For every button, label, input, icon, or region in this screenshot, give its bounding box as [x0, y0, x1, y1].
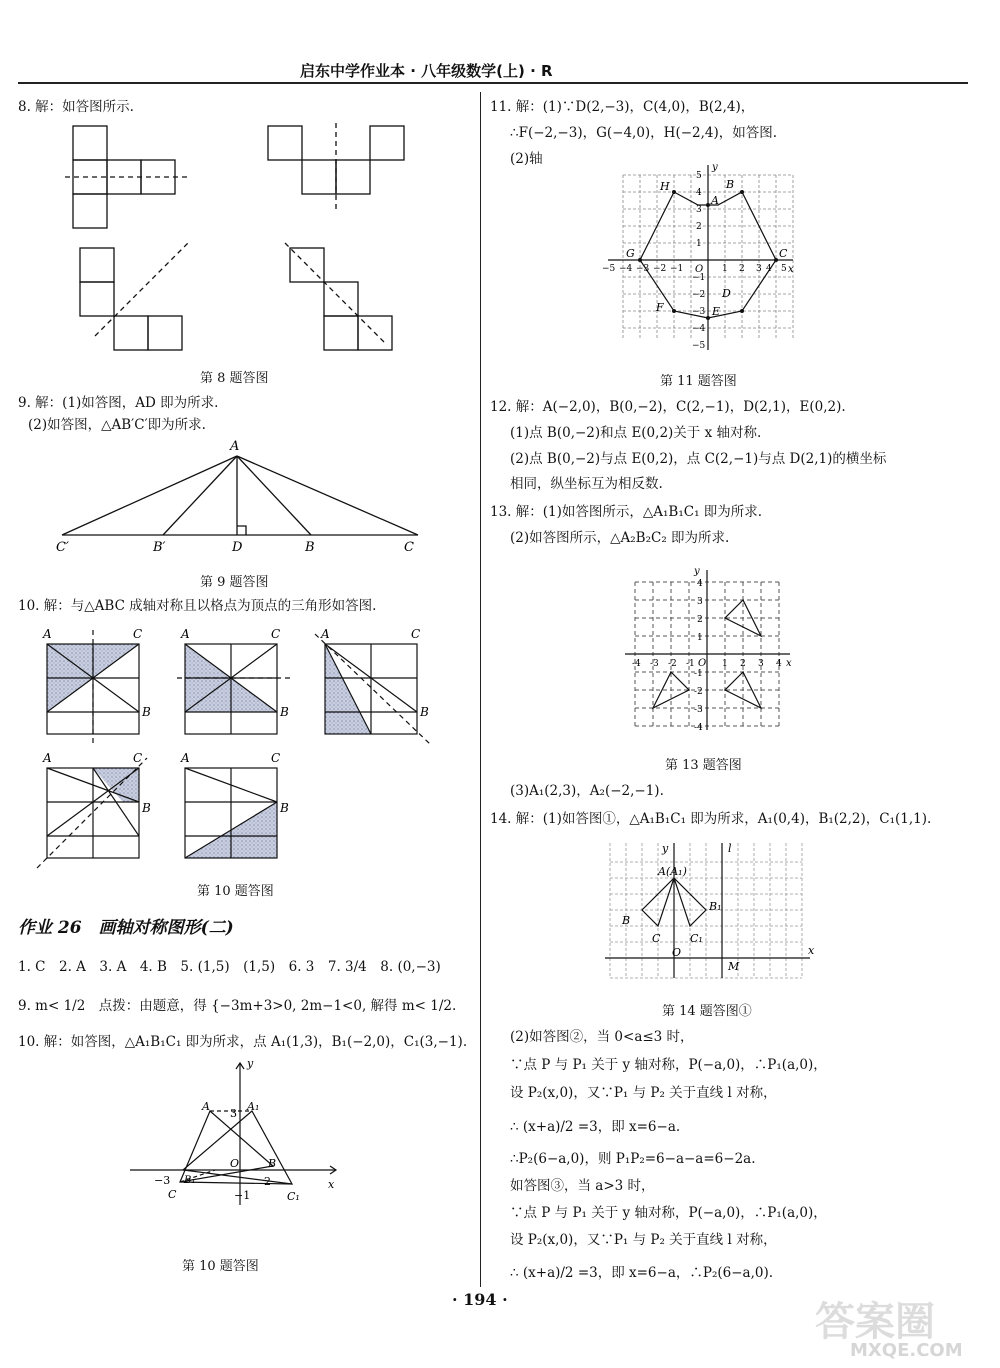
q10-fig3-label-b: B — [420, 705, 429, 719]
q11-ytick: 4 — [696, 188, 702, 198]
q9-label-c: C — [404, 540, 414, 555]
q13-tick: 3 — [758, 659, 764, 669]
q13-tick: -1 — [694, 669, 703, 679]
q14-line8: ∵点 P 与 P₁ 关于 y 轴对称，P(−a,0)，∴P₁(a,0)， — [510, 1205, 827, 1221]
q11-label-o: O — [695, 264, 704, 275]
q9-label-c-prime: C′ — [56, 540, 69, 555]
q13-tick: 4 — [697, 579, 703, 589]
q10-fig2-label-a: A — [181, 627, 190, 641]
q9-label-a: A — [230, 439, 240, 454]
q10-text: 10. 解：与△ABC 成轴对称且以格点为顶点的三角形如答图. — [18, 598, 377, 614]
q13-tick: 1 — [722, 659, 728, 669]
q11-xtick: −5 — [602, 264, 616, 274]
q10-figure — [30, 620, 450, 870]
q9b-line: 9. m< 1/2 点拨：由题意，得 {−3m+3>0, 2m−1<0, 解得 m< 1/2. — [18, 998, 457, 1014]
q13-tick: -4 — [632, 659, 641, 669]
q13-tick: 3 — [697, 597, 703, 607]
q11-ytick: −5 — [692, 341, 706, 351]
q13-tick: -2 — [694, 687, 703, 697]
q9-caption: 第 9 题答图 — [200, 575, 269, 590]
section-title: 作业 26 画轴对称图形(二) — [18, 918, 234, 938]
q13-line3: (3)A₁(2,3)，A₂(−2,−1). — [510, 783, 664, 799]
q10-fig5-label-a: A — [181, 751, 190, 765]
q11-ytick: 3 — [696, 205, 702, 215]
q14-line3: ∵点 P 与 P₁ 关于 y 轴对称，P(−a,0)，∴P₁(a,0)， — [510, 1057, 827, 1073]
q10b-label-m1: −1 — [234, 1189, 251, 1202]
q10-fig4-label-b: B — [142, 801, 151, 815]
q8-text: 8. 解：如答图所示. — [18, 99, 134, 115]
q14-figure — [600, 838, 820, 983]
q13-tick: -3 — [650, 659, 659, 669]
q14-label-o: O — [672, 946, 682, 959]
q10b-figure — [130, 1055, 360, 1215]
q12-line1: 12. 解：A(−2,0)，B(0,−2)，C(2,−1)，D(2,1)，E(0,2). — [490, 399, 846, 415]
q13-figure — [620, 562, 800, 734]
q13-tick: 2 — [697, 615, 703, 625]
q10b-label-a: A — [202, 1100, 210, 1113]
q12-line4: 相同，纵坐标互为相反数. — [510, 476, 663, 492]
q14-caption: 第 14 题答图① — [662, 1004, 752, 1019]
q14-line1: 14. 解：(1)如答图①，△A₁B₁C₁ 即为所求，A₁(0,4)，B₁(2,2)，C₁(1,1). — [490, 811, 932, 827]
q10-fig5-label-b: B — [280, 801, 289, 815]
q10b-label-o: O — [230, 1157, 240, 1170]
q13-tick: -2 — [668, 659, 677, 669]
watermark-logo: 答案圈 — [815, 1299, 935, 1345]
q12-line3: (2)点 B(0,−2)与点 E(0,2)，点 C(2,−1)与点 D(2,1)的横坐标 — [510, 451, 887, 467]
q10b-caption: 第 10 题答图 — [182, 1259, 259, 1274]
q13-label: y — [694, 566, 700, 577]
q11-label-g: G — [626, 247, 635, 260]
q10-fig4-label-c: C — [133, 751, 143, 765]
q14-label-a: A(A₁) — [658, 865, 687, 878]
q10-fig5-label-c: C — [271, 751, 281, 765]
q11-ytick: 5 — [696, 171, 702, 181]
q13-label: x — [786, 658, 792, 669]
q13-tick: 2 — [740, 659, 746, 669]
q13-tick: -4 — [694, 723, 703, 733]
q10b-label-c: C — [168, 1188, 177, 1201]
q10b-label-2: 2 — [264, 1175, 271, 1188]
q14-label-l: l — [728, 842, 732, 855]
q11-label-y: y — [712, 162, 718, 173]
q10b-label-y: y — [247, 1057, 254, 1070]
q14-label-y: y — [662, 842, 669, 855]
q13-line1: 13. 解：(1)如答图所示，△A₁B₁C₁ 即为所求. — [490, 504, 763, 520]
q12-line2: (1)点 B(0,−2)和点 E(0,2)关于 x 轴对称. — [510, 425, 762, 441]
q9-label-b: B — [305, 540, 315, 555]
q11-xtick: −2 — [653, 264, 667, 274]
q11-xtick: −1 — [670, 264, 684, 274]
page-number: · 194 · — [452, 1290, 508, 1309]
q11-figure — [598, 160, 798, 360]
q10b-label-x: x — [328, 1178, 335, 1191]
q13-tick: 1 — [697, 633, 703, 643]
q11-ytick: 2 — [696, 222, 702, 232]
page-header: 启东中学作业本 · 八年级数学(上) · R — [300, 62, 553, 80]
q11-label-b: B — [726, 178, 735, 191]
q10-fig2-label-b: B — [280, 705, 289, 719]
q11-xtick: 4 — [766, 264, 772, 274]
q10b-label-c1: C₁ — [287, 1190, 300, 1203]
q11-ytick: −3 — [692, 307, 706, 317]
q14-line9: 设 P₂(x,0)，又∵P₁ 与 P₂ 关于直线 l 对称， — [510, 1232, 777, 1248]
q10-fig1-label-c: C — [133, 627, 143, 641]
q10-fig3-label-c: C — [411, 627, 421, 641]
q10b-label-m3: −3 — [154, 1174, 171, 1187]
column-divider — [480, 92, 481, 1287]
q11-line3: (2)轴 — [510, 151, 543, 167]
q8-caption: 第 8 题答图 — [200, 371, 269, 386]
q11-xtick: 3 — [756, 264, 762, 274]
q10b-label-b: B — [268, 1157, 277, 1170]
q10b-line: 10. 解：如答图，△A₁B₁C₁ 即为所求，点 A₁(1,3)，B₁(−2,0)，C₁(3,−1). — [18, 1034, 468, 1050]
q13-tick: -3 — [694, 705, 703, 715]
q11-label-f: F — [656, 301, 664, 314]
q10-fig4-label-a: A — [43, 751, 52, 765]
q9-line2: (2)如答图，△AB′C′即为所求. — [28, 417, 206, 433]
q14-line2: (2)如答图②，当 0<a≤3 时， — [510, 1029, 694, 1045]
q11-label-a: A — [711, 194, 719, 207]
q11-xtick: 2 — [739, 264, 745, 274]
q14-line6: ∴P₂(6−a,0)，则 P₁P₂=6−a−a=6−2a. — [510, 1151, 756, 1167]
q14-label-m: M — [728, 960, 740, 973]
q14-line10: ∴ (x+a)/2 =3，即 x=6−a，∴P₂(6−a,0). — [510, 1265, 774, 1281]
q10-fig3-label-a: A — [321, 627, 330, 641]
q13-line2: (2)如答图所示，△A₂B₂C₂ 即为所求. — [510, 530, 730, 546]
q9-line1: 9. 解：(1)如答图，AD 即为所求. — [18, 395, 219, 411]
q10-fig1-label-b: B — [142, 705, 151, 719]
q14-label-b: B — [622, 914, 631, 927]
q11-xtick: 5 — [781, 264, 787, 274]
header-rule — [18, 82, 968, 84]
q9-label-d: D — [232, 540, 243, 555]
q10-fig2-label-c: C — [271, 627, 281, 641]
answers-line: 1. C 2. A 3. A 4. B 5. (1,5) (1,5) 6. 3 7. 3/4 8. (0,−3) — [18, 959, 441, 975]
q14-line7: 如答图③，当 a>3 时， — [510, 1178, 655, 1194]
q14-label-b1: B₁ — [709, 900, 722, 913]
q10b-label-3: 3 — [230, 1107, 237, 1120]
q11-label-d: D — [722, 287, 731, 300]
q11-caption: 第 11 题答图 — [660, 374, 737, 389]
q9-label-b-prime: B′ — [153, 540, 166, 555]
q14-label-x: x — [808, 944, 815, 957]
q14-line5: ∴ (x+a)/2 =3，即 x=6−a. — [510, 1119, 681, 1135]
watermark-url: MXQE.COM — [850, 1340, 963, 1361]
q14-line4: 设 P₂(x,0)，又∵P₁ 与 P₂ 关于直线 l 对称， — [510, 1085, 777, 1101]
q14-label-c: C — [652, 932, 661, 945]
q13-tick: -1 — [686, 659, 695, 669]
q11-xtick: 1 — [722, 264, 728, 274]
q11-line1: 11. 解：(1)∵D(2,−3)，C(4,0)，B(2,4)， — [490, 99, 755, 115]
q11-label-h: H — [660, 180, 670, 193]
q10b-label-b1: B₁ — [184, 1175, 196, 1186]
q14-label-c1: C₁ — [690, 932, 703, 945]
q11-line2: ∴F(−2,−3)，G(−4,0)，H(−2,4)，如答图. — [510, 125, 778, 141]
q10-caption: 第 10 题答图 — [197, 884, 274, 899]
q11-ytick: −1 — [692, 273, 706, 283]
q13-tick: 4 — [776, 659, 782, 669]
q11-label-x: x — [788, 264, 794, 275]
q11-ytick: −2 — [692, 290, 706, 300]
q13-label: O — [698, 658, 707, 669]
q11-label-c: C — [779, 247, 788, 260]
q11-xtick: −3 — [636, 264, 650, 274]
q10b-label-a1: A₁ — [247, 1100, 260, 1113]
q11-xtick: −4 — [619, 264, 633, 274]
q8-figure — [40, 118, 460, 358]
q13-caption: 第 13 题答图 — [665, 758, 742, 773]
q11-label-e: E — [712, 305, 721, 318]
q9-figure — [40, 438, 460, 558]
q11-ytick: −4 — [692, 324, 706, 334]
q10-fig1-label-a: A — [43, 627, 52, 641]
q11-ytick: 1 — [696, 239, 702, 249]
